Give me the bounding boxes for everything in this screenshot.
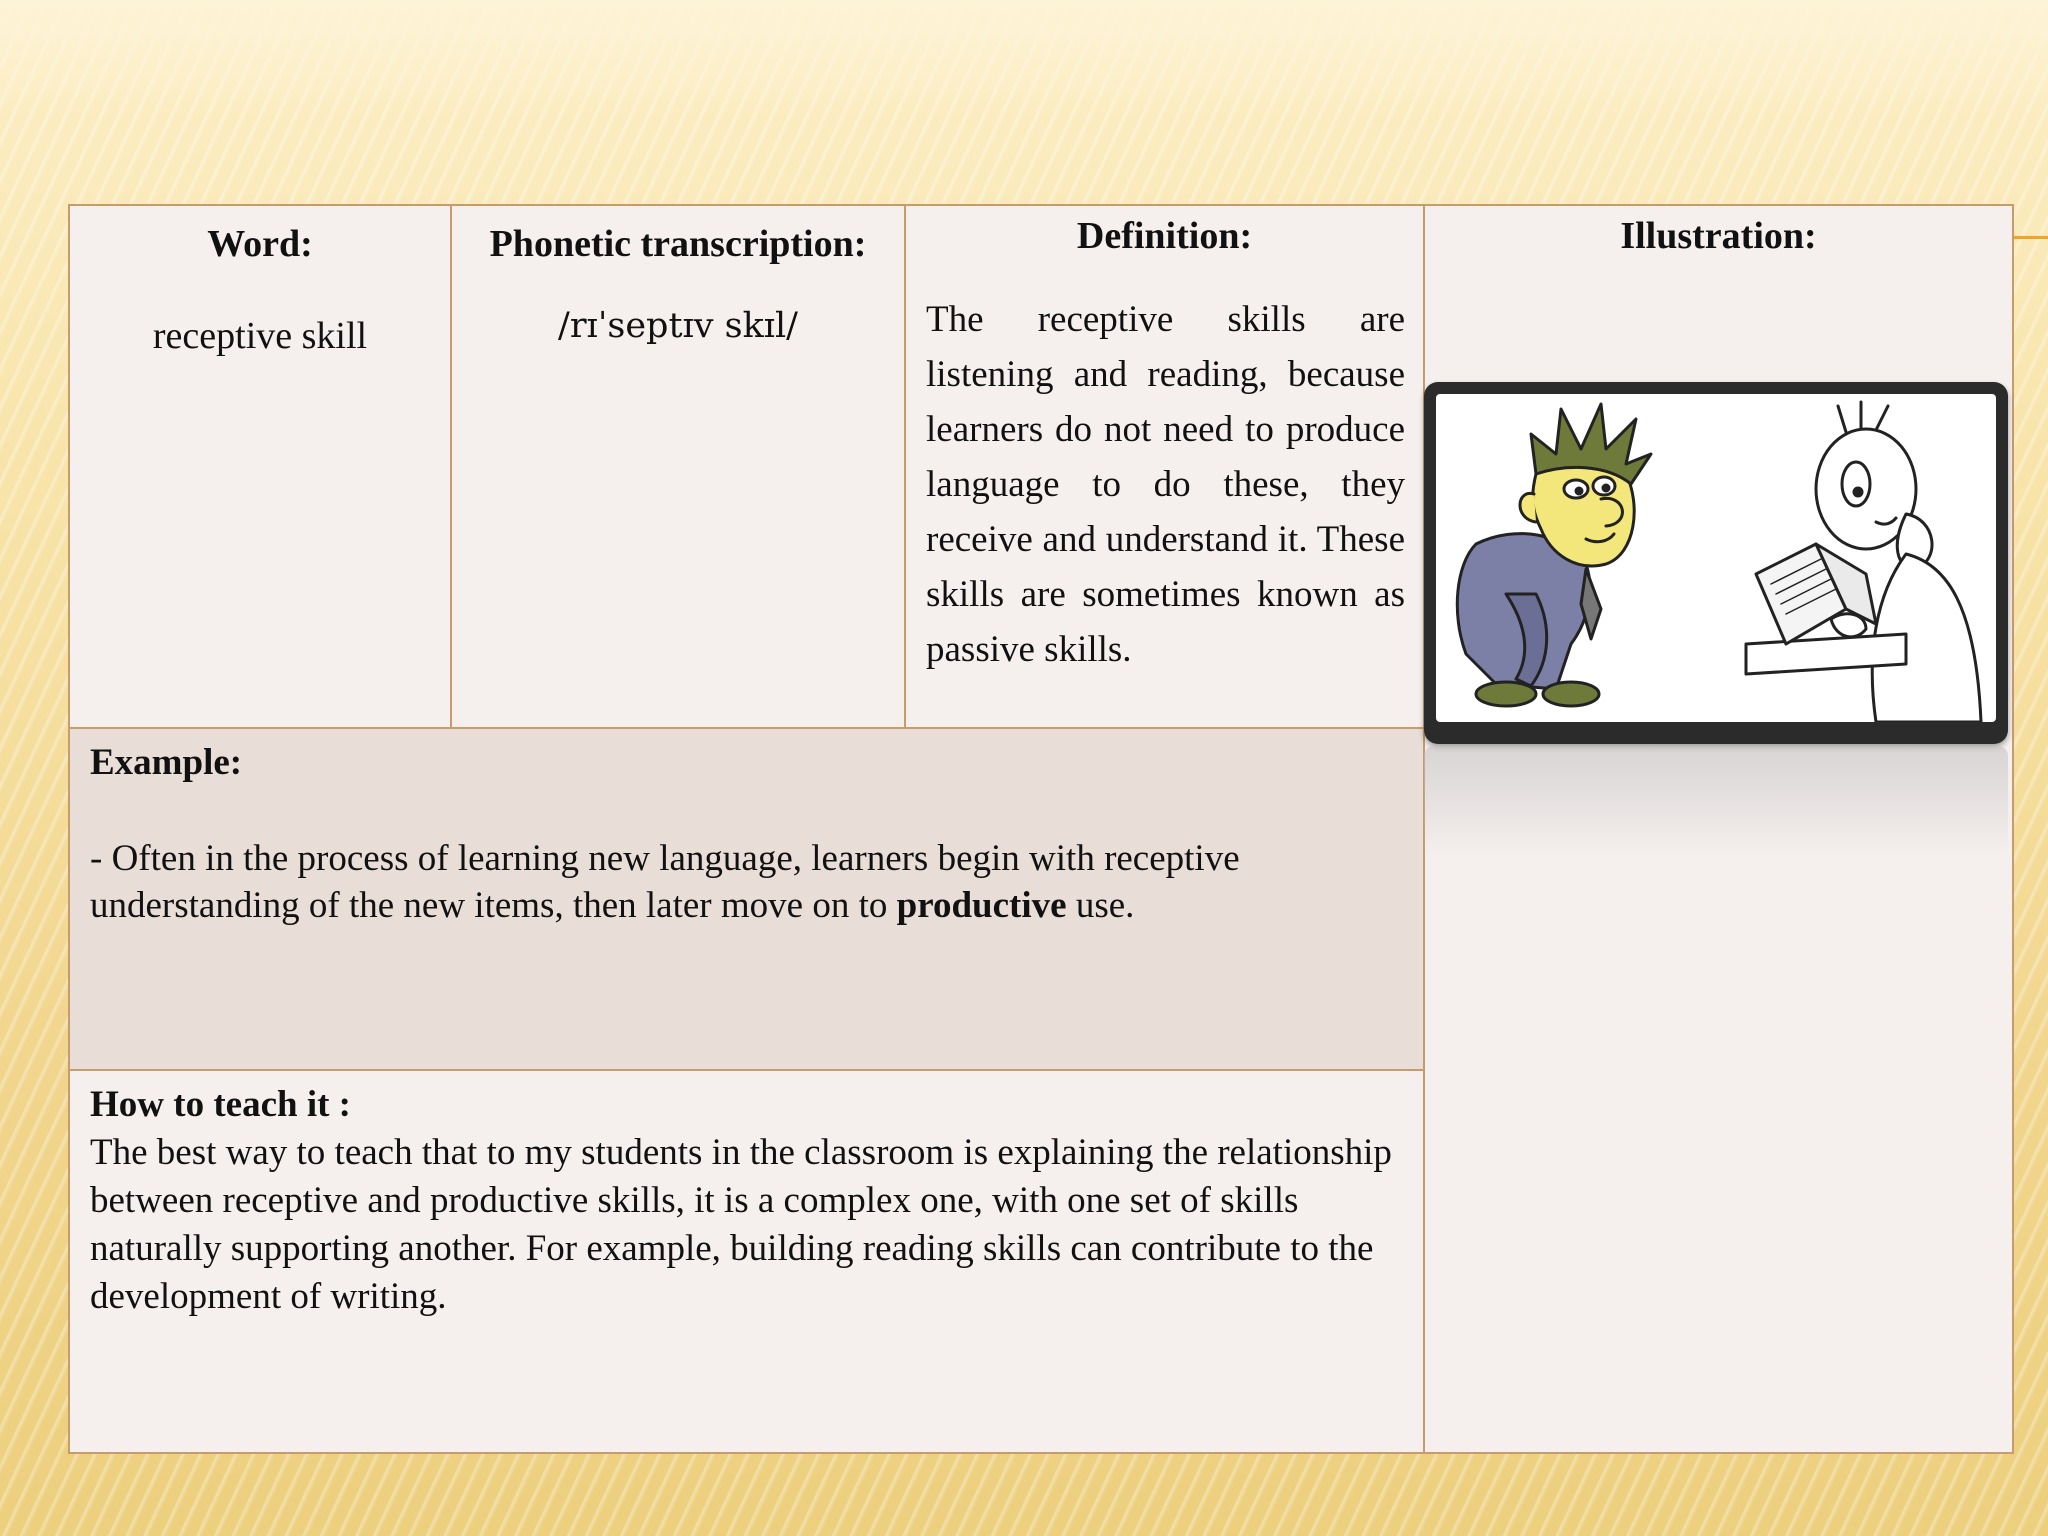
phonetic-cell <box>450 204 906 729</box>
example-cell <box>68 727 1425 1071</box>
decorative-accent-line <box>2012 236 2048 239</box>
illustration-header: Illustration: <box>1620 215 1817 257</box>
how-to-teach-text: The best way to teach that to my students in the classroom is explaining the relationship between receptive and productive skills, it is a complex one, with one set of skills naturally supporting another. For example, building reading skills can contribute to the development of writing. <box>90 1132 1392 1317</box>
definition-header: Definition: <box>1076 215 1253 257</box>
definition-text: The receptive skills are listening and reading, because learners do not need to produce language to do these, they receive and understand it. These skills are sometimes known as passive skills. <box>926 299 1405 670</box>
word-cell <box>68 204 452 729</box>
word-header: Word: <box>207 223 313 265</box>
phonetic-header: Phonetic transcription: <box>489 223 867 265</box>
example-bold-word: productive <box>896 885 1067 926</box>
example-text <box>90 835 1393 929</box>
example-text-after: use. <box>1066 885 1135 926</box>
cartoon-reader-icon <box>1436 394 1996 722</box>
slide-top-band <box>0 0 2048 110</box>
word-value: receptive skill <box>152 315 368 357</box>
example-text-before: - Often in the process of learning new language, learners begin with receptive understanding of the new items, then later move on to <box>90 838 1240 926</box>
definition-cell <box>904 204 1425 729</box>
illustration-image <box>1436 394 1996 722</box>
example-header: Example: <box>90 742 243 783</box>
illustration-reflection <box>1424 746 2008 856</box>
how-to-teach-cell <box>68 1069 1425 1454</box>
phonetic-value: /rɪˈseptɪv skɪl/ <box>558 306 798 346</box>
how-to-teach-header: How to teach it : <box>90 1084 351 1125</box>
illustration-frame <box>1424 382 2008 744</box>
